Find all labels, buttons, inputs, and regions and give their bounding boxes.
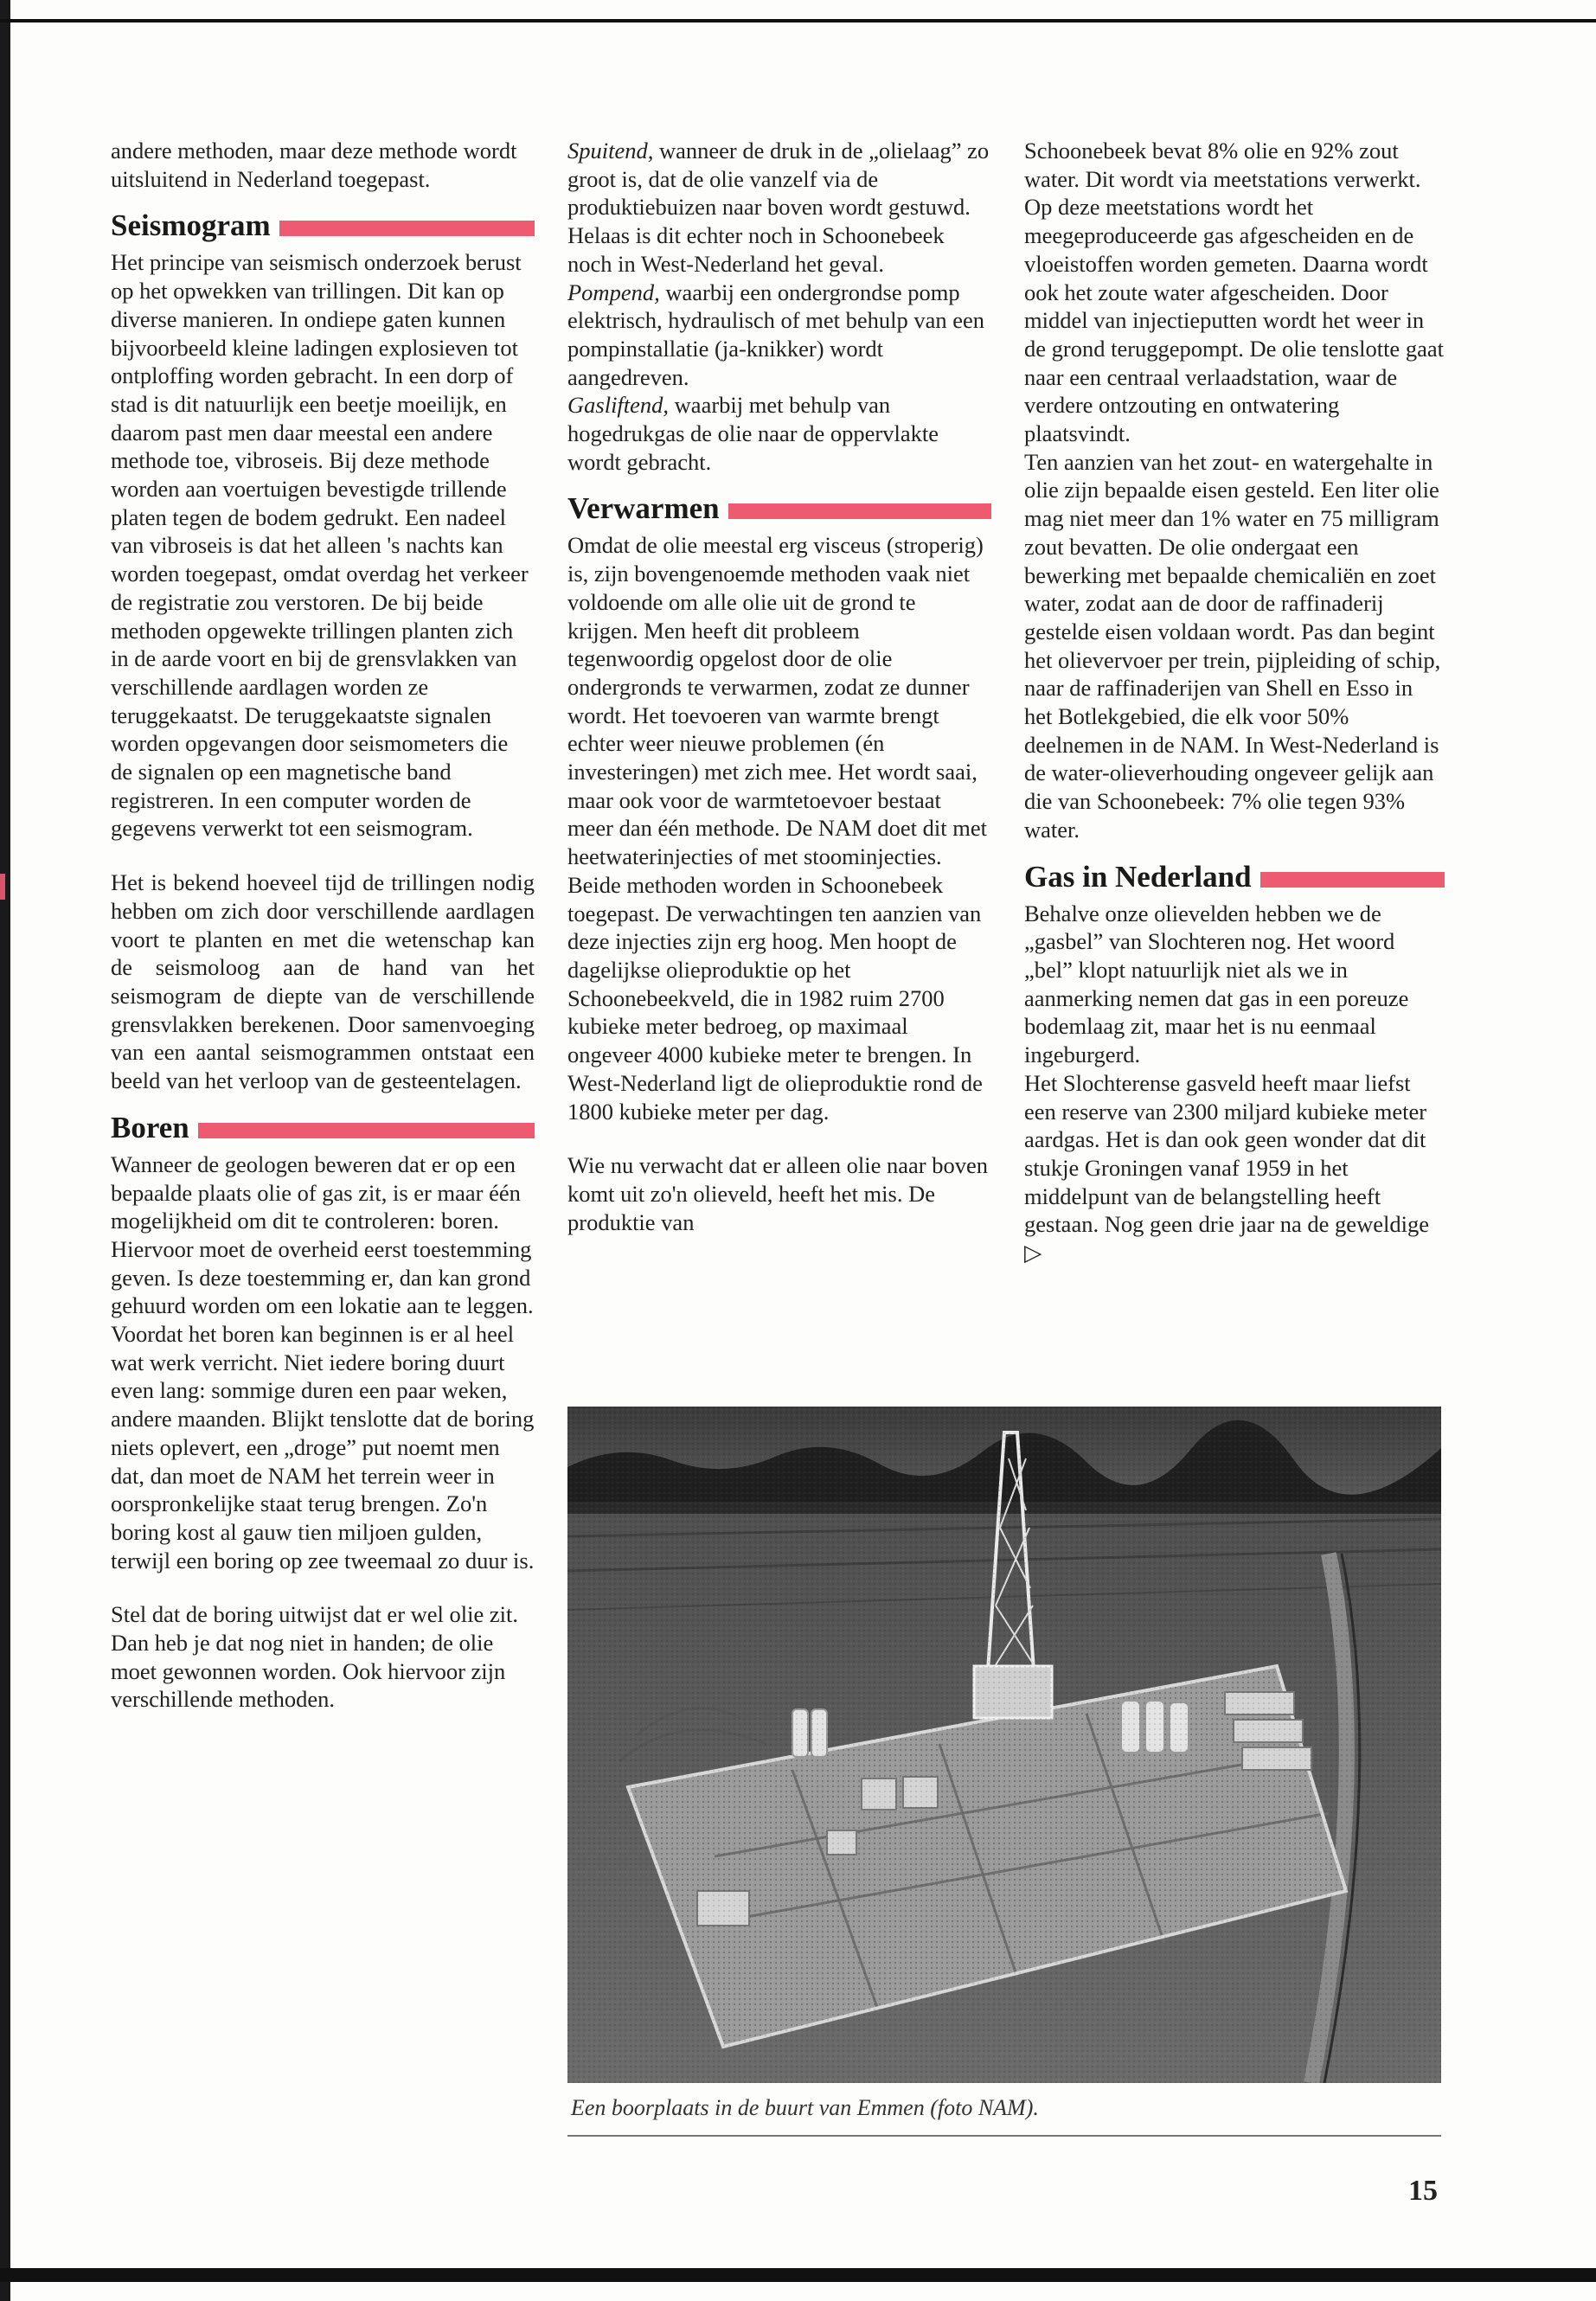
scan-edge (0, 0, 10, 2301)
margin-mark (0, 874, 5, 900)
gas-paragraph-2 (1024, 1069, 1445, 1267)
bottom-rule (0, 2268, 1596, 2282)
boren-heading (111, 1111, 535, 1145)
photo-caption: Een boorplaats in de buurt van Emmen (foto NAM). (571, 2095, 1039, 2120)
column-right (1024, 137, 1445, 1267)
pompend-term: Pompend, (567, 279, 660, 305)
pompend-paragraph (567, 279, 991, 392)
spuitend-term: Spuitend, (567, 138, 654, 163)
pompend-text: waarbij een ondergrondse pomp elektrisch, hydraulisch of met behulp van een pompinstallatie (ja-knikker) wordt aangedreven. (567, 279, 984, 390)
seismogram-paragraph-1: Het principe van seismisch onderzoek berust op het opwekken van trillingen. Dit kan op diverse manieren. In ondiepe gaten kunnen bijvoorbeeld kleine ladingen explosieven tot ontploffing worden gebracht. In een dorp of stad is dit natuurlijk een beetje moeilijk, en daarom past men daar meestal een andere methode toe, vibroseis. Bij deze methode worden aan voertuigen bevestigde trillende platen tegen de bodem gedrukt. Een nadeel van vibroseis is dat het alleen 's nachts kan worden toegepast, omdat overdag het verkeer de registratie zou verstoren. De bij beide methoden opgewekte trillingen planten zich in de aarde voort en bij de grensvlakken van verschillende aardlagen worden ze teruggekaatst. De teruggekaatste signalen worden opgevangen door seismometers die de signalen op een magnetische band registreren. In een computer worden de gegevens verwerkt tot een seismogram. (111, 249, 529, 842)
continue-arrow-icon: ▷ (1024, 1240, 1042, 1266)
seismogram-paragraph-2: Het is bekend hoeveel tijd de trillingen nodig hebben om zich door verschillende aardlagen voort te planten en met die wetenschap kan de seismoloog aan de hand van het seismogram de diepte van de verschillende grensvlakken berekenen. Door samenvoeging van een aantal seismogrammen ontstaat een beeld van het verloop van de gesteentelagen. (111, 869, 535, 1094)
boren-title: Boren (111, 1110, 189, 1144)
gas-title: Gas in Nederland (1024, 859, 1252, 894)
seismogram-title: Seismogram (111, 208, 271, 243)
column-left (111, 137, 535, 1714)
top-rule (0, 19, 1596, 22)
heading-accent-bar (1260, 872, 1445, 888)
intro-text: andere methoden, maar deze methode wordt uitsluitend in Nederland toegepast. (111, 138, 517, 192)
heading-accent-bar (198, 1123, 535, 1138)
gas-paragraph-2-text: Het Slochterense gasveld heeft maar liefst een reserve van 2300 miljard kubieke meter aardgas. Het is dan ook geen wonder dat dit stukje Groningen vanaf 1959 in het middelpunt van de belangstelling heeft gestaan. Nog geen drie jaar na de geweldige (1024, 1069, 1429, 1238)
gasliftend-text: waarbij met behulp van hogedrukgas de olie naar de oppervlakte wordt gebracht. (567, 392, 939, 475)
zoutgehalte-paragraph: Ten aanzien van het zout- en watergehalte in olie zijn bepaalde eisen gesteld. Een liter olie mag niet meer dan 1% water en 75 milligram zout bevatten. De olie ondergaat een bewerking met bepaalde chemicaliën en zoet water, zodat aan de door de raffinaderij gestelde eisen voldaan wordt. Pas dan begint het olievervoer per trein, pijpleiding of schip, naar de raffinaderijen van Shell en Esso in het Botlekgebied, die elk voor 50% deelnemen in de NAM. In West-Nederland is de water-olieverhouding ongeveer gelijk aan die van Schoonebeek: 7% olie tegen 93% water. (1024, 448, 1441, 843)
gas-heading (1024, 860, 1445, 894)
drilling-site-photo (567, 1407, 1441, 2083)
spuitend-text: wanneer de druk in de „olielaag” zo groot is, dat de olie vanzelf via de produktiebuizen naar boven wordt gestuwd. Helaas is dit echter noch in Schoonebeek noch in West-Nederland het geval. (567, 138, 990, 277)
caption-rule (567, 2135, 1441, 2137)
gas-paragraph-1: Behalve onze olievelden hebben we de „gasbel” van Slochteren nog. Het woord „bel” klopt natuurlijk niet als we in aanmerking nemen dat gas in een poreuze bodemlaag zit, maar het is nu eenmaal ingeburgerd. (1024, 900, 1409, 1068)
heading-accent-bar (279, 221, 535, 236)
boren-paragraph-2: Stel dat de boring uitwijst dat er wel olie zit. Dan heb je dat nog niet in handen; de olie moet gewonnen worden. Ook hiervoor zijn verschillende methoden. (111, 1601, 519, 1713)
verwarmen-paragraph-2: Wie nu verwacht dat er alleen olie naar boven komt uit zo'n olieveld, heeft het mis. De produktie van (567, 1152, 989, 1235)
seismogram-heading (111, 208, 535, 243)
verwarmen-paragraph-1: Omdat de olie meestal erg visceus (stroperig) is, zijn bovengenoemde methoden vaak niet voldoende om alle olie uit de grond te krijgen. Men heeft dit probleem tegenwoordig opgelost door de olie ondergronds te verwarmen, zodat ze dunner wordt. Het toevoeren van warmte brengt echter weer nieuwe problemen (én investeringen) met zich mee. Het wordt saai, maar ook voor de warmtetoevoer bestaat meer dan één methode. De NAM doet dit met heetwaterinjecties of met stoominjecties. Beide methoden worden in Schoonebeek toegepast. De verwachtingen ten aanzien van deze injecties zijn erg hoog. Men hoopt de dagelijkse olieproduktie op het Schoonebeekveld, die in 1982 ruim 2700 kubieke meter bedroeg, op maximaal ongeveer 4000 kubieke meter te brengen. In West-Nederland ligt de olieproduktie rond de 1800 kubieke meter per dag. (567, 532, 987, 1125)
water-paragraph: Schoonebeek bevat 8% olie en 92% zout water. Dit wordt via meetstations verwerkt. Op deze meetstations wordt het meegeproduceerde gas afgescheiden en de vloeistoffen worden gemeten. Daarna wordt ook het zoute water afgescheiden. Door middel van injectieputten wordt het weer in de grond teruggepompt. De olie tenslotte gaat naar een centraal verlaadstation, waar de verdere ontzouting en ontwatering plaatsvindt. (1024, 138, 1444, 447)
heading-accent-bar (728, 503, 991, 519)
verwarmen-title: Verwarmen (567, 491, 720, 526)
boren-paragraph-1: Wanneer de geologen beweren dat er op een bepaalde plaats olie of gas zit, is er maar één mogelijkheid om dit te controleren: boren. Hiervoor moet de overheid eerst toestemming geven. Is deze toestemming er, dan kan grond gehuurd worden om een lokatie aan te leggen. Voordat het boren kan beginnen is er al heel wat werk verricht. Niet iedere boring duurt even lang: sommige duren een paar weken, andere maanden. Blijkt tenslotte dat de boring niets oplevert, een „droge” put noemt men dat, dan moet de NAM het terrein weer in oorspronkelijke staat terug brengen. Zo'n boring kost al gauw tien miljoen gulden, terwijl een boring op zee tweemaal zo duur is. (111, 1150, 535, 1574)
gasliftend-paragraph (567, 391, 991, 476)
page-number: 15 (1408, 2175, 1438, 2207)
spuitend-paragraph (567, 137, 991, 279)
gasliftend-term: Gasliftend, (567, 392, 670, 419)
column-middle (567, 137, 991, 1236)
verwarmen-heading (567, 491, 991, 526)
